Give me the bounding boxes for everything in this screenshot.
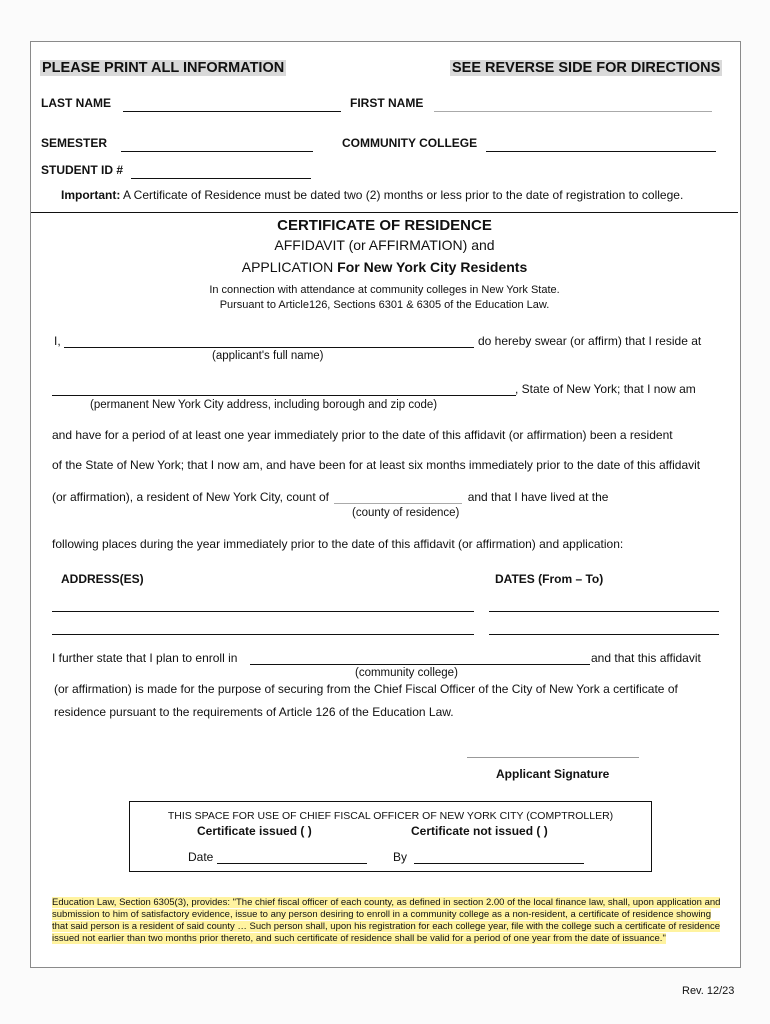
important-note xyxy=(61,188,683,202)
dates-header: DATES (From – To) xyxy=(495,572,604,586)
office-use-box xyxy=(129,801,652,872)
dates-line-2[interactable] xyxy=(489,634,719,635)
education-law-footnote xyxy=(52,897,722,945)
semester-row xyxy=(41,134,313,152)
application-title xyxy=(30,259,739,275)
subtitle-line-2: Pursuant to Article126, Sections 6301 & 6305 of the Education Law. xyxy=(219,299,550,311)
body-line-2: of the State of New York; that I now am, and have been for at least six months immediately prior to the date of this affidavit xyxy=(52,458,701,472)
enroll-suffix: and that this affidavit xyxy=(591,651,701,665)
student-id-row xyxy=(41,161,311,179)
by-label: By xyxy=(393,850,408,864)
community-college-label: COMMUNITY COLLEGE xyxy=(342,136,478,150)
important-label: Important: xyxy=(61,188,121,202)
date-row xyxy=(188,850,367,864)
revision-label: Rev. 12/23 xyxy=(682,985,735,997)
section-divider xyxy=(31,212,738,213)
county-suffix: and that I have lived at the xyxy=(467,490,609,504)
date-field[interactable] xyxy=(217,863,367,864)
community-college-field[interactable] xyxy=(486,151,716,152)
important-text: A Certificate of Residence must be dated two (2) months or less prior to the date of registration to college. xyxy=(123,188,684,202)
enroll-college-field[interactable] xyxy=(250,664,590,665)
county-prefix: (or affirmation), a resident of New York City, count of xyxy=(52,490,330,504)
county-field[interactable] xyxy=(334,503,462,504)
signature-field[interactable] xyxy=(467,757,639,758)
dates-line-1[interactable] xyxy=(489,611,719,612)
signature-label: Applicant Signature xyxy=(496,767,610,781)
semester-field[interactable] xyxy=(121,151,313,152)
swear-text: do hereby swear (or affirm) that I reside at xyxy=(478,334,702,348)
directions-heading: SEE REVERSE SIDE FOR DIRECTIONS xyxy=(452,60,721,76)
nyc-residents-title: For New York City Residents xyxy=(337,259,528,275)
subtitle-line-1: In connection with attendance at community colleges in New York State. xyxy=(209,284,560,296)
student-id-label: STUDENT ID # xyxy=(41,163,124,177)
county-caption: (county of residence) xyxy=(352,507,460,519)
affidavit-title: AFFIDAVIT (or AFFIRMATION) and xyxy=(274,237,495,253)
print-info-heading: PLEASE PRINT ALL INFORMATION xyxy=(42,60,285,76)
first-name-label: FIRST NAME xyxy=(350,96,424,110)
full-name-caption: (applicant's full name) xyxy=(212,350,324,362)
last-name-row xyxy=(41,94,341,112)
first-name-field[interactable] xyxy=(434,111,712,112)
state-text: , State of New York; that I now am xyxy=(515,382,696,396)
address-line-1[interactable] xyxy=(52,611,474,612)
full-name-field[interactable] xyxy=(64,347,474,348)
address-caption: (permanent New York City address, including borough and zip code) xyxy=(90,399,438,411)
footnote-text: Education Law, Section 6305(3), provides: "The chief fiscal officer of each county, as defined in section 2.00 of the local finance law, shall, upon application and submission to him of satisfactory evidence, issue to any person desiring to enroll in a community college as a non-resident, a certificate of residence showing that said person is a resident of said county … Such person shall, upon his registration for each college year, file with the college such a certificate of residence issued not earlier than two months prior thereto, and such certificate of residence shall be valid for a period of one year from the date of issuance." xyxy=(52,897,721,944)
by-field[interactable] xyxy=(414,863,584,864)
last-name-label: LAST NAME xyxy=(41,96,111,110)
last-name-field[interactable] xyxy=(123,111,341,112)
body-line-3 xyxy=(52,490,608,504)
address-line-2[interactable] xyxy=(52,634,474,635)
student-id-field[interactable] xyxy=(131,178,311,179)
office-use-title: THIS SPACE FOR USE OF CHIEF FISCAL OFFICER OF NEW YORK CITY (COMPTROLLER) xyxy=(167,810,614,822)
community-college-row xyxy=(342,134,716,152)
semester-label: SEMESTER xyxy=(41,136,108,150)
certificate-title: CERTIFICATE OF RESIDENCE xyxy=(277,217,492,234)
college-caption: (community college) xyxy=(355,667,458,679)
address-field[interactable] xyxy=(52,395,516,396)
body-line-5: (or affirmation) is made for the purpose of securing from the Chief Fiscal Officer of the City of New York a certificate of xyxy=(54,682,678,696)
body-line-1: and have for a period of at least one year immediately prior to the date of this affidavit (or affirmation) been a resident xyxy=(52,428,673,442)
application-word: APPLICATION xyxy=(241,259,338,275)
enroll-prefix: I further state that I plan to enroll in xyxy=(52,651,238,665)
certificate-issued[interactable]: Certificate issued ( ) xyxy=(197,824,312,838)
addresses-header: ADDRESS(ES) xyxy=(61,572,144,586)
by-row xyxy=(393,850,584,864)
date-label: Date xyxy=(188,850,214,864)
i-prefix: I, xyxy=(54,334,61,348)
certificate-not-issued[interactable]: Certificate not issued ( ) xyxy=(411,824,548,838)
first-name-row xyxy=(350,94,712,112)
body-line-6: residence pursuant to the requirements of Article 126 of the Education Law. xyxy=(54,705,454,719)
body-line-4: following places during the year immediately prior to the date of this affidavit (or affirmation) and application: xyxy=(52,537,624,551)
